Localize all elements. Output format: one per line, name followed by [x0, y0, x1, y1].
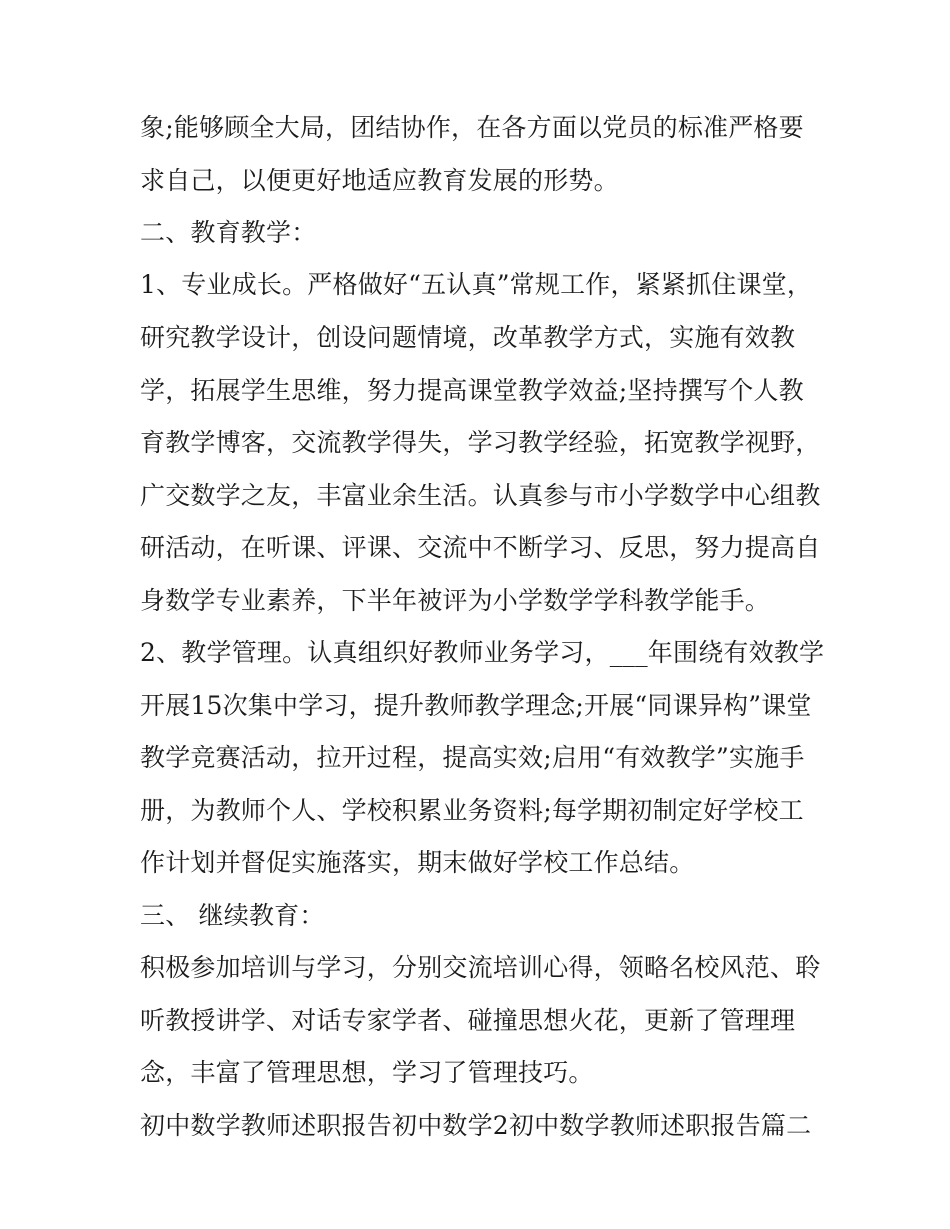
text-line-13: 教学竞赛活动，拉开过程，提高实效;启用“有效教学”实施手 [140, 743, 805, 772]
section-heading-3: 三、 继续教育： [140, 901, 325, 930]
text-line-18: 听教授讲学、对话专家学者、碰撞思想火花，更新了管理理 [140, 1006, 796, 1035]
text-line-8: 广交数学之友，丰富业余生活。认真参与市小学数学中心组教 [140, 481, 821, 510]
text-line-15: 作计划并督促实施落实，期末做好学校工作总结。 [140, 848, 695, 877]
text-line-9: 研活动，在听课、评课、交流中不断学习、反思，努力提高自 [140, 533, 821, 562]
text-line-4: 1、专业成长。严格做好“五认真”常规工作，紧紧抓住课堂， [140, 270, 813, 299]
text-line-14: 册，为教师个人、学校积累业务资料;每学期初制定好学校工 [140, 796, 804, 825]
text-line-17: 积极参加培训与学习，分别交流培训心得，领略名校风范、聆 [140, 953, 821, 982]
text-line-6: 学，拓展学生思维，努力提高课堂教学效益;坚持撰写个人教 [140, 376, 804, 405]
text-line-7: 育教学博客，交流教学得失，学习教学经验，拓宽教学视野， [140, 428, 821, 457]
text-line-11: 2、教学管理。认真组织好教师业务学习，___年围绕有效教学 [140, 638, 825, 667]
text-line-19: 念，丰富了管理思想，学习了管理技巧。 [140, 1058, 594, 1087]
section-heading-2: 二、教育教学： [140, 218, 317, 247]
document-title-line: 初中数学教师述职报告初中数学2初中数学教师述职报告篇二 [140, 1111, 812, 1140]
text-line-1: 象;能够顾全大局，团结协作，在各方面以党员的标准严格要 [140, 113, 804, 142]
text-line-10: 身数学专业素养，下半年被评为小学数学学科教学能手。 [140, 586, 771, 615]
text-line-12: 开展15次集中学习，提升教师教学理念;开展“同课异构”课堂 [140, 691, 812, 720]
text-line-5: 研究教学设计，创设问题情境，改革教学方式，实施有效教 [140, 323, 796, 352]
text-line-2: 求自己，以便更好地适应教育发展的形势。 [140, 166, 619, 195]
